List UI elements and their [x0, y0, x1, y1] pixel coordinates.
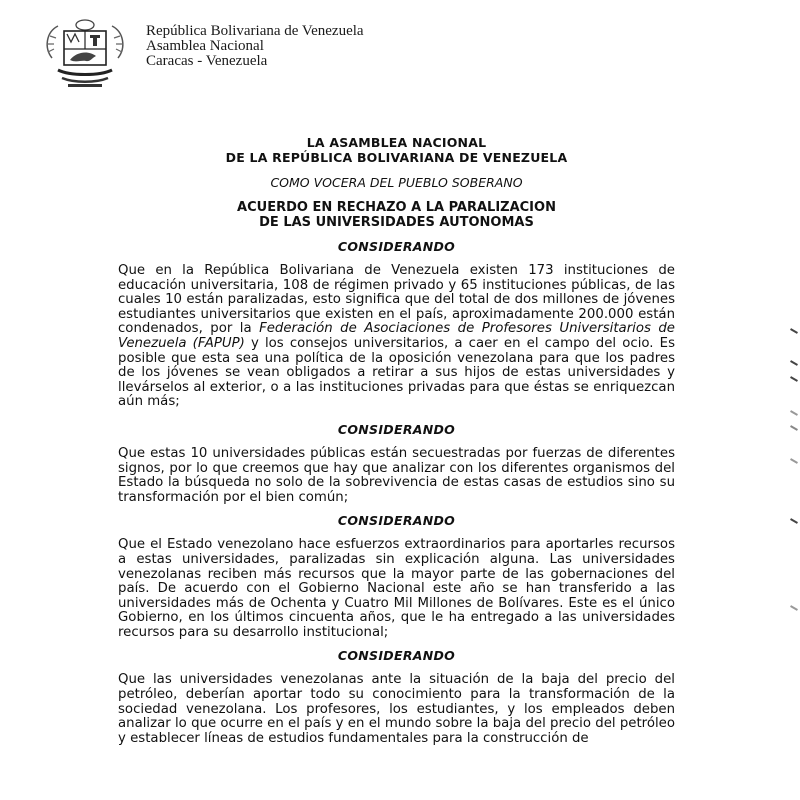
- scan-mark: [790, 376, 798, 382]
- agreement-title: [118, 200, 675, 230]
- section-paragraph: [118, 264, 675, 410]
- letterhead-institution: Asamblea Nacional: [146, 38, 264, 54]
- scan-mark: [790, 425, 798, 431]
- paragraph-text: Que en la República Bolivariana de Venezuela existen 173 instituciones de educación universitaria, 108 de régimen privado y 65 instituciones públicas, de las cuales 10 están paralizadas, esto significa que del total de dos millones de jóvenes estudiantes universitarios que existen en el país, aproximadamente 200.000 están condenados, por la: [118, 263, 675, 337]
- paragraph-italic-text: Federación de Asociaciones de Profesores Universitarios de Venezuela (FAPUP): [118, 321, 675, 351]
- scan-mark: [790, 360, 798, 366]
- considerando-heading: CONSIDERANDO: [337, 648, 456, 664]
- title-line-1: LA ASAMBLEA NACIONAL: [306, 135, 487, 150]
- section-paragraph: Que estas 10 universidades públicas están secuestradas por fuerzas de diferentes signos, por lo que creemos que hay que analizar con los diferentes organismos del Estado la búsqueda no solo de la sobrevivencia de estas casas de estudios sino su transformación por el bien común;: [118, 445, 675, 505]
- scan-mark: [790, 410, 798, 416]
- considerando-heading: CONSIDERANDO: [337, 421, 456, 437]
- document-subtitle: COMO VOCERA DEL PUEBLO SOBERANO: [270, 175, 523, 190]
- section-paragraph: Que las universidades venezolanas ante la situación de la baja del precio del petróleo, deberían aportar todo su conocimiento para la transformación de la sociedad venezolana. Los profesores, los estudiantes, y los empleados deben analizar lo que ocurre en el país y en el mundo sobre la baja del precio del petróleo y establecer líneas de estudios fundamentales para la construcción de: [118, 672, 675, 746]
- section-3: [118, 513, 675, 640]
- section-paragraph: Que el Estado venezolano hace esfuerzos extraordinarios para aportarles recursos a estas universidades, paralizadas sin explicación alguna. Las universidades venezolanas reciben más recursos que la mayor parte de las gobernaciones del país. De acuerdo con el Gobierno Nacional este año se han transferido a las universidades más de Ochenta y Cuatro Mil Millones de Bolívares. Este es el único Gobierno, en los últimos cincuenta años, que le ha entregado a las universidades recursos para su desarrollo institucional;: [118, 537, 675, 640]
- agreement-line-1: ACUERDO EN RECHAZO A LA PARALIZACION: [237, 200, 556, 215]
- considerando-heading: CONSIDERANDO: [337, 239, 456, 254]
- document-body: [118, 135, 675, 746]
- considerando-heading: CONSIDERANDO: [337, 513, 456, 529]
- letterhead-city: Caracas - Venezuela: [146, 53, 268, 69]
- scan-mark: [790, 605, 798, 611]
- letterhead-text: [146, 24, 364, 69]
- section-2: [118, 422, 675, 505]
- coat-of-arms-icon: [40, 18, 130, 90]
- scan-mark: [790, 458, 798, 464]
- title-line-2: DE LA REPÚBLICA BOLIVARIANA DE VENEZUELA: [225, 150, 568, 165]
- scan-mark: [790, 328, 798, 334]
- scan-mark: [790, 518, 798, 524]
- letterhead: [40, 18, 364, 88]
- document-title: [118, 135, 675, 165]
- section-4: [118, 648, 675, 746]
- agreement-line-2: DE LAS UNIVERSIDADES AUTONOMAS: [259, 215, 534, 230]
- paragraph-text: y los consejos universitarios, a caer en el campo del ocio. Es posible que esta sea una política de la oposición venezolana para que los padres de los jóvenes se vean obligados a retirar a sus hijos de estas universidades y llevárselos al exterior, o a las instituciones privadas para que éstas se enriquezcan aún más;: [118, 335, 675, 410]
- section-1: [118, 239, 675, 410]
- letterhead-country: República Bolivariana de Venezuela: [146, 23, 364, 39]
